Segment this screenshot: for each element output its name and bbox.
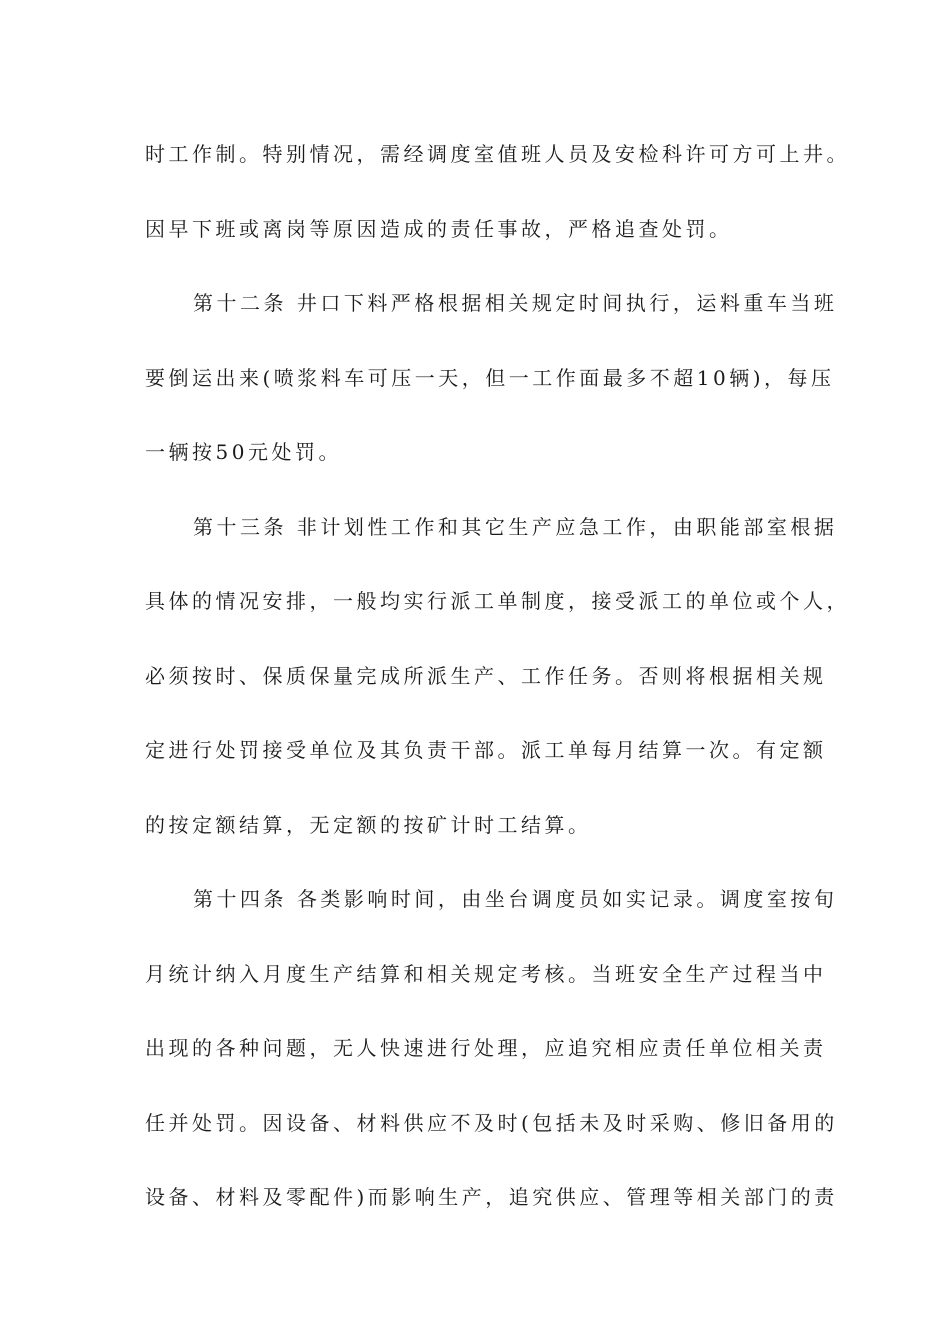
- document-body: [145, 134, 850, 1252]
- text-line: 的按定额结算，无定额的按矿计时工结算。: [145, 812, 592, 837]
- text-line: 时工作制。特别情况，需经调度室值班人员及安检科许可方可上井。: [145, 142, 850, 166]
- text-line: 任并处罚。因设备、材料供应不及时(包括未及时采购、修旧备用的: [145, 1110, 838, 1135]
- text-line: 定进行处罚接受单位及其负责干部。派工单每月结算一次。有定额: [145, 738, 827, 762]
- text-line: 具体的情况安排，一般均实行派工单制度，接受派工的单位或个人，: [145, 589, 850, 613]
- article-13-heading-line: 第十三条 非计划性工作和其它生产应急工作，由职能部室根据: [193, 514, 838, 539]
- text-line: 要倒运出来(喷浆料车可压一天，但一工作面最多不超10辆)，每压: [145, 365, 835, 390]
- text-line: 因早下班或离岗等原因造成的责任事故，严格追查处罚。: [145, 216, 733, 241]
- article-12-heading-line: 第十二条 井口下料严格根据相关规定时间执行，运料重车当班: [193, 291, 838, 315]
- article-14-heading-line: 第十四条 各类影响时间，由坐台调度员如实记录。调度室按旬: [193, 887, 838, 911]
- text-line: 一辆按50元处罚。: [145, 440, 342, 464]
- text-line: 设备、材料及零配件)而影响生产，追究供应、管理等相关部门的责: [145, 1185, 838, 1209]
- text-line: 月统计纳入月度生产结算和相关规定考核。当班安全生产过程当中: [145, 961, 827, 986]
- text-line: 必须按时、保质保量完成所派生产、工作任务。否则将根据相关规: [145, 663, 827, 688]
- text-line: 出现的各种问题，无人快速进行处理，应追究相应责任单位相关责: [145, 1036, 827, 1060]
